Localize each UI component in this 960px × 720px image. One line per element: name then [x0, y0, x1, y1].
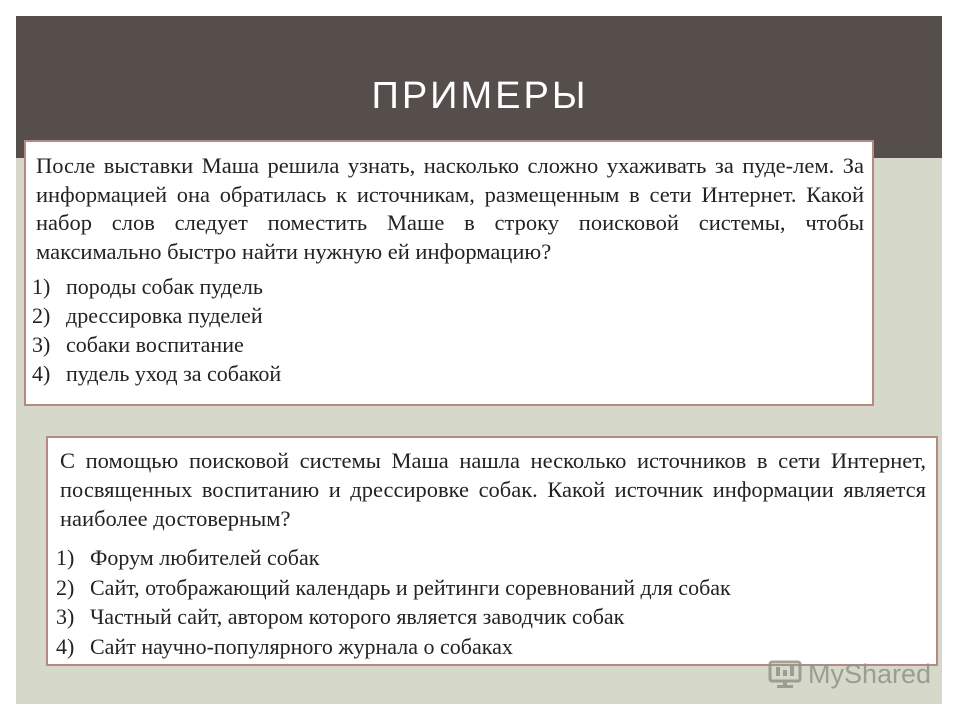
question-2-option: 1) Форум любителей собак: [56, 545, 320, 570]
question-2-option: 4) Сайт научно-популярного журнала о собаках: [56, 633, 513, 659]
question-1-text: После выставки Маша решила узнать, насколько сложно ухаживать за пуде-лем. За информацией она обратилась к источникам, размещенным в сети Интернет. Какой набор слов следует поместить Маше в строку поисковой системы, чтобы максимально быстро найти нужную ей информацию?: [36, 153, 864, 264]
myshared-watermark: [768, 656, 931, 692]
watermark-text: MyShared: [808, 658, 932, 689]
question-2-options: [56, 543, 926, 661]
slide-title: ПРИМЕРЫ: [371, 75, 589, 117]
question-2-option: 3) Частный сайт, автором которого является заводчик собак: [56, 604, 625, 629]
question-1-box: [24, 140, 874, 406]
question-2-box: [46, 436, 938, 666]
question-1-option: 4) пудель уход за собакой: [32, 361, 282, 386]
question-2-text: С помощью поисковой системы Маша нашла несколько источников в сети Интернет, посвященных воспитанию и дрессировке собак. Какой источник информации является наиболее достоверным?: [60, 448, 926, 531]
question-1-option: 2) дрессировка пуделей: [32, 303, 263, 328]
question-1-options: [32, 272, 864, 388]
question-1-option: 3) собаки воспитание: [32, 332, 244, 357]
presentation-screen-icon: [768, 659, 802, 689]
question-2-option: 2) Сайт, отображающий календарь и рейтинги соревнований для собак: [56, 574, 731, 600]
question-1-option: 1) породы собак пудель: [32, 274, 263, 299]
